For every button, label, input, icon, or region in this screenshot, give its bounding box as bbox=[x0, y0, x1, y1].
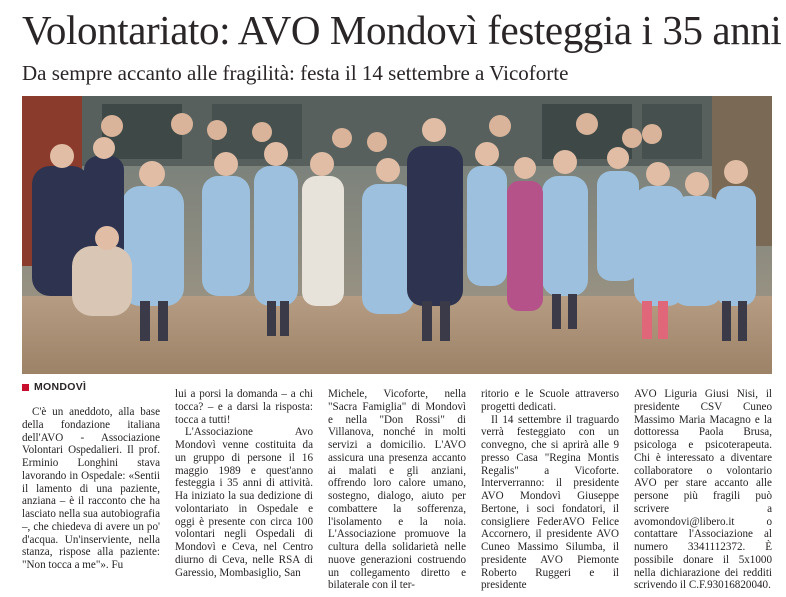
column-text: ritorio e le Scuole attraverso progetti dedicati. bbox=[481, 388, 619, 413]
section-kicker bbox=[22, 381, 86, 393]
column-text: AVO Liguria Giusi Nisi, il presidente CSV Cuneo Massimo Maria Macagno e la dottoressa Paola Brusa, psicologa e psicoterapeuta. Chi è interessato a diventare collaboratore o volontario AVO per stare accanto alle persone più fragili può scrivere a avomondovi@libero.it o contattare l'Associazione al numero 3341112372. È possibile donare il 5x1000 nella dichiarazione dei redditi scrivendo il C.F.93016820040. bbox=[634, 388, 772, 592]
column-text: L'Associazione Avo Mondovì venne costituita da un gruppo di persone il 16 maggio 1989 e quest'anno festeggia i 35 anni di attività. Ha iniziato la sua dedizione di volontariato in Ospedale e oggi è presente con circa 100 volontari negli Ospedali di Mondovì e Ceva, nel Centro diurno di Ceva, nelle RSA di Garessio, Mombasiglio, San bbox=[175, 426, 313, 579]
column-text: C'è un aneddoto, alla base della fondazione italiana dell'AVO - Associazione Volontari Ospedalieri. Il prof. Erminio Longhini stava lavorando in Ospedale: «Sentii il lamento di una paziente, anziana – è il racconto che ha lasciato nella sua autobiografia –, che chiedeva di avere un po' d'acqua. Un'inserviente, nella stanza, rispose alla paziente: "Non tocca a me"». Fu bbox=[22, 406, 160, 571]
article-column-5 bbox=[634, 388, 772, 592]
column-text: lui a porsi la domanda – a chi tocca? – e a darsi la risposta: tocca a tutti! bbox=[175, 388, 313, 426]
group-photo bbox=[22, 96, 772, 374]
article-column-4 bbox=[481, 388, 619, 592]
column-text: Il 14 settembre il traguardo verrà festeggiato con un convegno, che si aprirà alle 9 presso Casa "Regina Montis Regalis" a Vicoforte. Interverranno: il presidente AVO Mondovì Giuseppe Bertone, i soci fondatori, il consigliere FederAVO Felice Accornero, il presidente AVO Cuneo Massimo Silumba, il presidente AVO Piemonte Roberto Ruggeri e il presidente bbox=[481, 413, 619, 592]
subheadline: Da sempre accanto alle fragilità: festa il 14 settembre a Vicoforte bbox=[22, 61, 569, 85]
column-text: Michele, Vicoforte, nella "Sacra Famiglia" di Mondovì e nella "Don Rossi" di Villanova, nonché in molti servizi a domicilio. L'AVO assicura una presenza accanto ai malati e gli anziani, offrendo loro calore umano, sostegno, dialogo, aiuto per combattere la sofferenza, l'isolamento e la noia. L'Associazione promuove la cultura della solidarietà nelle nuove generazioni costruendo un collegamento diretto e bilaterale con il ter- bbox=[328, 388, 466, 592]
article-column-2 bbox=[175, 388, 313, 579]
article-column-1 bbox=[22, 406, 160, 572]
article-column-3 bbox=[328, 388, 466, 592]
kicker-label: MONDOVÌ bbox=[34, 381, 87, 393]
headline: Volontariato: AVO Mondovì festeggia i 35 anni bbox=[22, 7, 782, 53]
kicker-square-icon bbox=[22, 384, 29, 391]
